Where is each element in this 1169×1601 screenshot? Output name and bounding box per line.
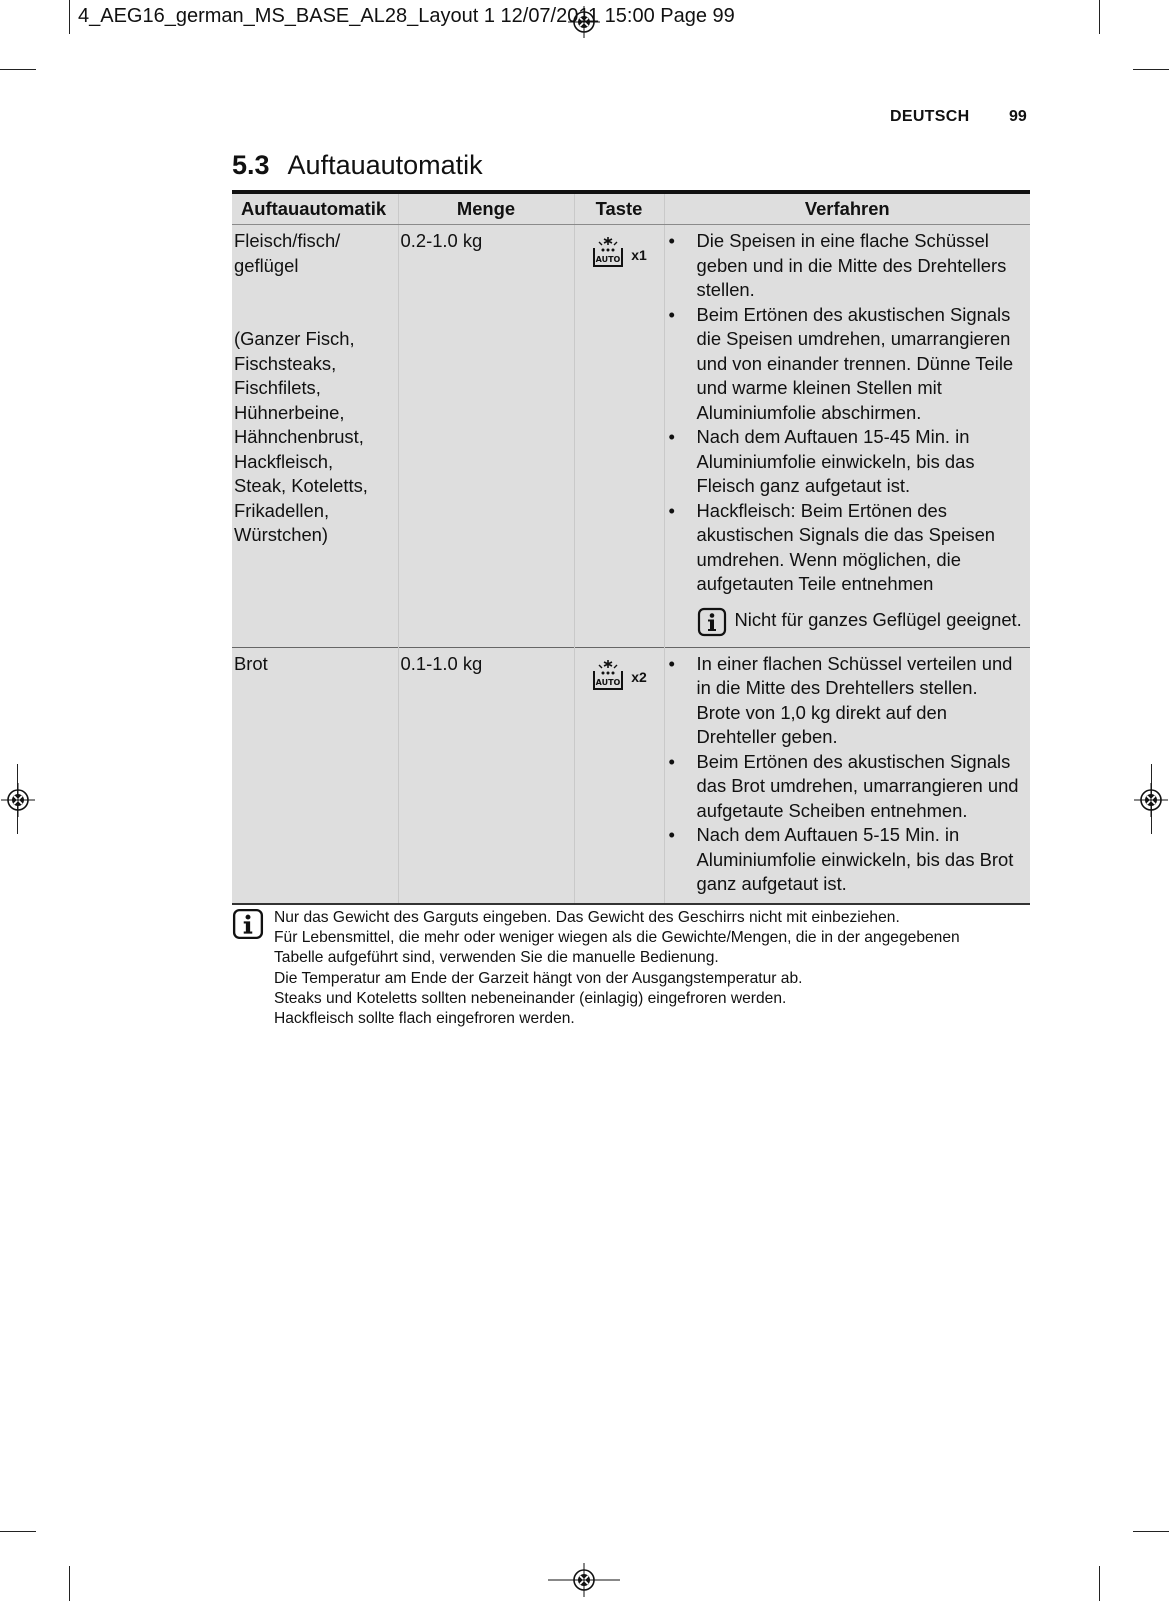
program-line: Brot [234,652,268,674]
program-line: Steak, Koteletts, [234,475,368,496]
step-line: • In einer flachen Schüssel verteilen und [696,652,1013,674]
step-line: Aluminiumfolie einwickeln, bis das [696,450,975,472]
key-cell [574,225,664,648]
inline-note [697,607,1029,637]
step-line: Brote von 1,0 kg direkt auf den [696,701,947,723]
list-item [667,303,1029,426]
program-line: Fischsteaks, [234,352,337,374]
auto-defrost-icon [591,235,625,269]
step-line: • Die Speisen in eine flache Schüssel [696,230,989,251]
crop-mark [69,0,70,34]
list-item [667,750,1029,824]
list-item [667,229,1029,303]
info-icon [232,908,264,940]
key-multiplier: x1 [631,246,647,263]
note-text: Nicht für ganzes Geflügel geeignet. [734,608,1022,630]
footnote [232,908,1032,1029]
step-line: Drehteller geben. [696,726,838,747]
header-language: DEUTSCH [890,108,970,125]
step-line: • Nach dem Auftauen 5-15 Min. in [696,824,960,845]
step-line: umdrehen. Wenn möglichen, die [696,548,961,570]
print-slug: 4_AEG16_german_MS_BASE_AL28_Layout 1 12/07/2011 15:00 Page 99 [78,5,735,27]
page-number: 99 [1009,108,1027,125]
table-row [232,225,1030,648]
procedure-cell [664,225,1030,648]
program-line: Frikadellen, [234,499,330,521]
footnote-line: Für Lebensmittel, die mehr oder weniger wiegen als die Gewichte/Mengen, die in der angegebenen [274,929,960,947]
list-item [667,425,1029,499]
step-line: • Beim Ertönen des akustischen Signals [696,750,1011,772]
column-header: Taste [574,192,664,225]
crop-mark [1099,0,1100,34]
program-line: Fleisch/fisch/ [234,230,341,251]
amount-cell: 0.2-1.0 kg [398,225,574,648]
procedure-cell [664,647,1030,904]
registration-mark-icon [1134,783,1168,817]
step-line: akustischen Signals die das Speisen [696,524,996,545]
key-multiplier: x2 [631,669,647,686]
step-line: Aluminiumfolie einwickeln, bis das Brot [696,848,1014,870]
step-line: die Speisen umdrehen, umarrangieren [696,328,1011,349]
crop-mark [0,1531,36,1532]
step-line: das Brot umdrehen, umarrangieren und [696,775,1019,796]
svg-text:AUTO: AUTO [595,255,621,264]
defrost-table [232,190,1030,905]
crop-mark [1099,1566,1100,1601]
step-line: stellen. [696,279,755,300]
step-line: und von einander trennen. Dünne Teile [696,352,1014,374]
table-header-row [232,192,1030,225]
program-cell [232,647,398,904]
step-line: Aluminiumfolie abschirmen. [696,401,922,423]
registration-mark-icon [1,783,35,817]
program-line: Hackfleisch, [234,450,334,472]
footnote-text [274,908,960,1029]
table-row [232,647,1030,904]
crop-mark [1133,69,1169,70]
list-item [667,652,1029,750]
footnote-line: Die Temperatur am Ende der Garzeit hängt von der Ausgangstemperatur ab. [274,969,803,987]
program-line: geflügel [234,254,299,276]
program-cell [232,225,398,648]
footnote-line: Tabelle aufgeführt sind, verwenden Sie die manuelle Bedienung. [274,949,719,967]
program-line: Hähnchenbrust, [234,426,364,447]
step-line: • Nach dem Auftauen 15-45 Min. in [696,426,970,447]
amount-cell: 0.1-1.0 kg [398,647,574,904]
step-line: ganz aufgetaut ist. [696,873,847,894]
footnote-line: Nur das Gewicht des Garguts eingeben. Das Gewicht des Geschirrs nicht mit einbeziehen. [274,909,900,926]
spacer [234,278,396,327]
crop-mark [1133,1531,1169,1532]
program-line: (Ganzer Fisch, [234,328,355,349]
column-header: Menge [398,192,574,225]
step-line: und warme kleinen Stellen mit [696,377,942,398]
step-line: in die Mitte des Drehtellers stellen. [696,677,978,698]
step-line: geben und in die Mitte des Drehtellers [696,254,1007,276]
step-line: • Beim Ertönen des akustischen Signals [696,303,1011,325]
step-line: aufgetauten Teile entnehmen [696,573,934,594]
list-item [667,499,1029,597]
column-header: Verfahren [664,192,1030,225]
program-line: Fischfilets, [234,377,321,398]
section-number: 5.3 [232,150,270,180]
step-line: • Hackfleisch: Beim Ertönen des [696,499,947,521]
auto-defrost-icon [591,658,625,692]
footnote-line: Hackfleisch sollte flach eingefroren werden. [274,1010,575,1028]
program-line: Würstchen) [234,524,329,545]
key-cell [574,647,664,904]
crop-mark [69,1566,70,1601]
registration-mark-icon [548,1563,620,1597]
crop-mark [0,69,36,70]
footnote-line: Steaks und Koteletts sollten nebeneinander (einlagig) eingefroren werden. [274,989,787,1007]
program-line: Hühnerbeine, [234,401,345,423]
step-line: Fleisch ganz aufgetaut ist. [696,475,911,496]
column-header: Auftauautomatik [232,192,398,225]
list-item [667,823,1029,897]
info-icon [697,607,727,637]
section-title [232,148,483,182]
section-heading: Auftauautomatik [287,150,483,180]
step-line: aufgetaute Scheiben entnehmen. [696,799,968,821]
svg-text:AUTO: AUTO [595,677,621,687]
